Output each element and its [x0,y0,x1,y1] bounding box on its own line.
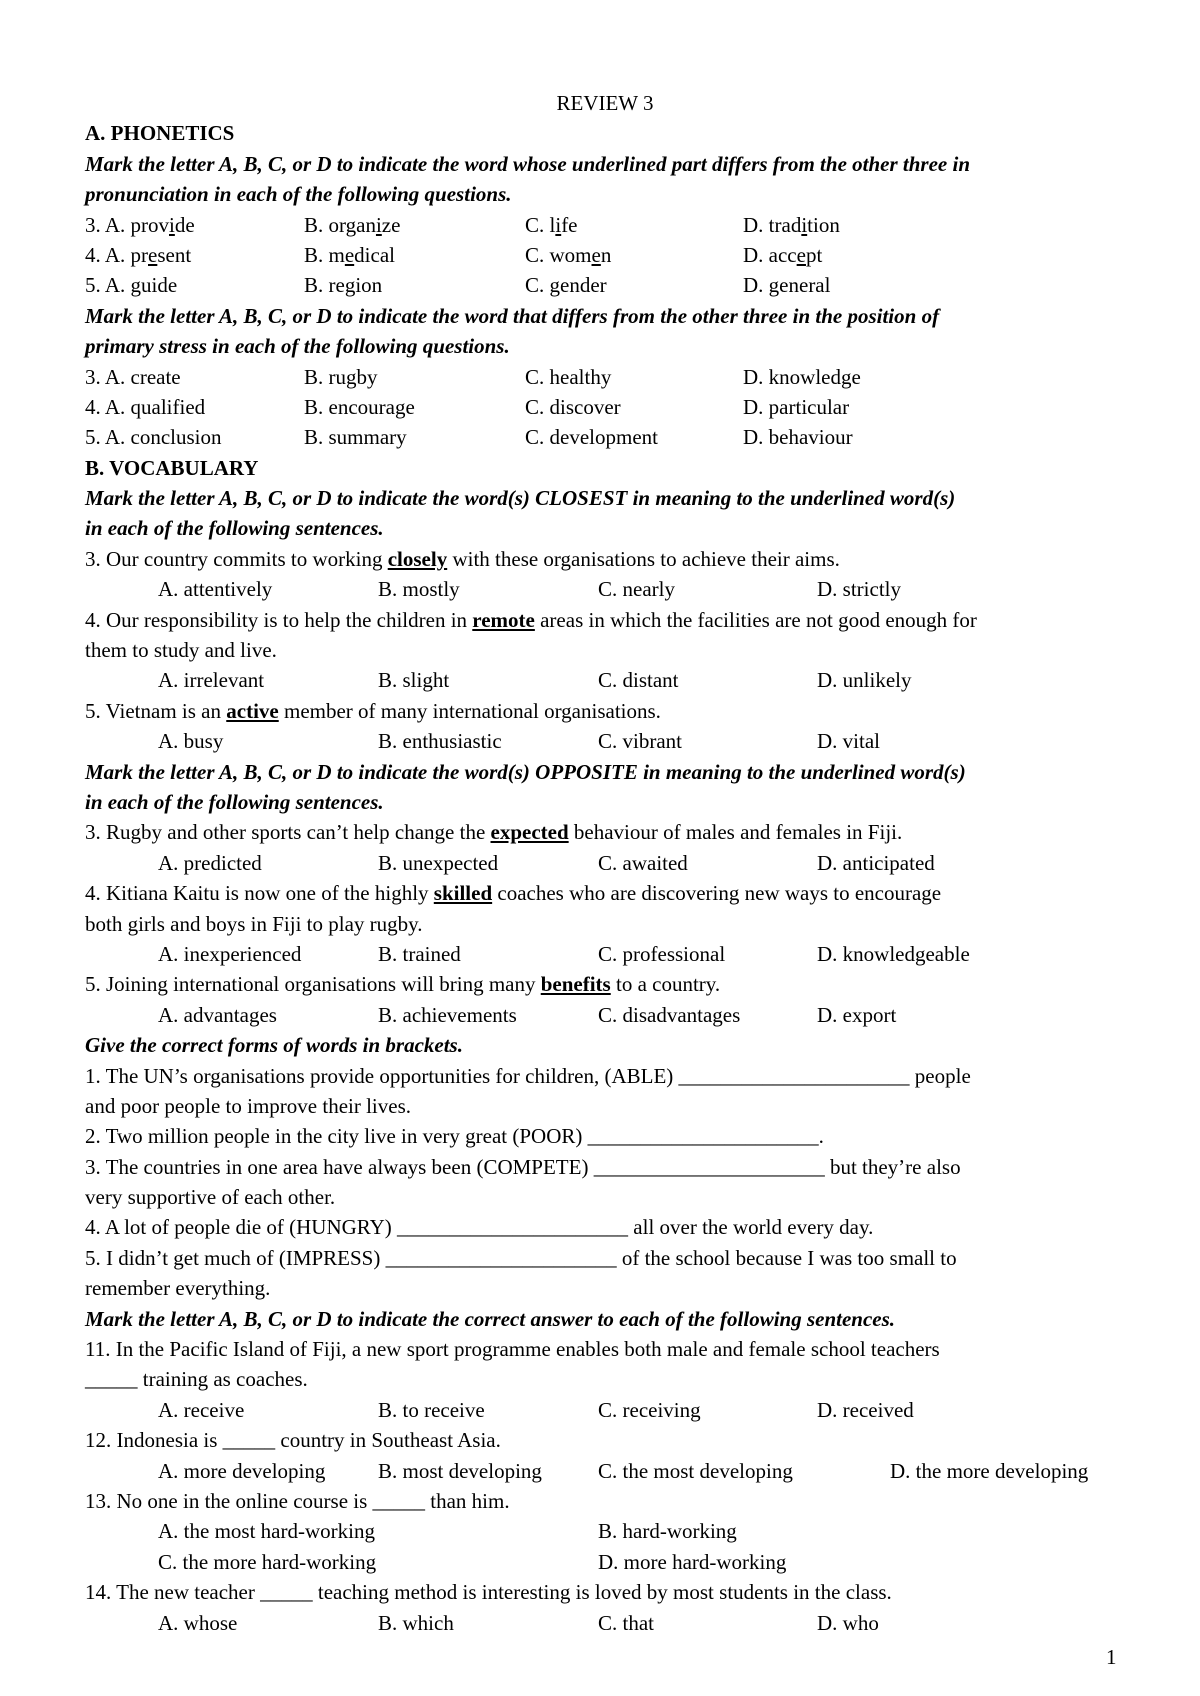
closest-question-3: 3. Our country commits to working closely with these organisations to achieve their aims. [85,546,840,571]
option-d: D. tradition [743,212,840,237]
word-form-line: 5. I didn’t get much of (IMPRESS) ______________________ of the school because I was too small to [85,1245,957,1270]
option-a: A. inexperienced [158,941,302,966]
instruction-opposite: Mark the letter A, B, C, or D to indicate the word(s) OPPOSITE in meaning to the underlined word(s) [85,759,966,784]
section-heading-vocabulary: B. VOCABULARY [85,455,259,480]
option-b: B. rugby [304,364,378,389]
option-b: B. most developing [378,1458,542,1483]
option-b: B. to receive [378,1397,485,1422]
option-d: D. the more developing [890,1458,1089,1483]
closest-options-4 [85,665,1125,695]
keyword: remote [472,607,535,632]
instruction-closest-cont: in each of the following sentences. [85,516,384,541]
option-c: C. gender [525,273,607,298]
option-c: C. the more hard-working [158,1549,377,1574]
option-c: C. development [525,425,658,450]
opposite-question-4-cont: both girls and boys in Fiji to play rugby. [85,911,423,936]
word-form-line: and poor people to improve their lives. [85,1093,412,1118]
option-a: 3. A. provide [85,212,195,237]
option-c: C. receiving [598,1397,701,1422]
option-c: C. life [525,212,578,237]
option-d: D. particular [743,394,850,419]
closest-question-5: 5. Vietnam is an active member of many international organisations. [85,698,661,723]
option-c: C. healthy [525,364,612,389]
option-c: C. discover [525,394,621,419]
option-a: A. irrelevant [158,668,265,693]
closest-question-4: 4. Our responsibility is to help the children in remote areas in which the facilities are not good enough for [85,607,977,632]
mc-question-11: 11. In the Pacific Island of Fiji, a new sport programme enables both male and female school teachers [85,1337,940,1362]
option-b: B. region [304,273,383,298]
option-b: B. trained [378,941,461,966]
option-d: D. knowledge [743,364,861,389]
option-d: D. export [817,1002,897,1027]
option-d: D. who [817,1610,879,1635]
keyword: benefits [540,972,611,997]
option-d: D. accept [743,242,823,267]
stress-question-3 [85,362,1125,392]
option-d: D. more hard-working [598,1549,787,1574]
instruction-word-form: Give the correct forms of words in brackets. [85,1033,463,1058]
mc-question-11-cont: _____ training as coaches. [85,1367,308,1392]
mc-options-13-cd [85,1547,1125,1577]
mc-options-12 [85,1456,1125,1486]
mc-options-11 [85,1395,1125,1425]
closest-options-3 [85,574,1125,604]
mc-options-14 [85,1608,1125,1638]
mc-question-14: 14. The new teacher _____ teaching method is interesting is loved by most students in the class. [85,1580,892,1605]
option-b: B. medical [304,242,395,267]
worksheet-content [85,88,1125,1638]
option-a: A. busy [158,729,224,754]
option-b: B. encourage [304,394,415,419]
instruction-opposite-cont: in each of the following sentences. [85,789,384,814]
option-d: D. vital [817,729,880,754]
option-a: A. attentively [158,577,273,602]
option-b: B. hard-working [598,1519,737,1544]
option-c: C. disadvantages [598,1002,741,1027]
option-d: D. received [817,1397,914,1422]
option-d: D. general [743,273,831,298]
word-form-line: remember everything. [85,1276,271,1301]
pronunciation-question-3 [85,210,1125,240]
word-form-line: 4. A lot of people die of (HUNGRY) ______________________ all over the world every day. [85,1215,874,1240]
option-d: D. strictly [817,577,901,602]
option-a: 4. A. qualified [85,394,206,419]
option-a: A. receive [158,1397,245,1422]
option-b: B. summary [304,425,407,450]
option-a: 3. A. create [85,364,181,389]
instruction-stress-cont: primary stress in each of the following questions. [85,334,510,359]
option-a: A. predicted [158,850,262,875]
option-a: A. more developing [158,1458,326,1483]
option-d: D. unlikely [817,668,912,693]
closest-question-4-cont: them to study and live. [85,638,277,663]
mc-options-13-ab [85,1516,1125,1546]
option-c: C. professional [598,941,726,966]
option-a: A. the most hard-working [158,1519,375,1544]
option-c: C. nearly [598,577,675,602]
option-a: 5. A. guide [85,273,178,298]
option-b: B. which [378,1610,454,1635]
stress-question-5 [85,422,1125,452]
option-b: B. enthusiastic [378,729,502,754]
keyword: active [226,698,279,723]
section-heading-phonetics: A. PHONETICS [85,121,235,146]
word-form-line: 1. The UN’s organisations provide opportunities for children, (ABLE) ______________________ people [85,1063,971,1088]
option-c: C. distant [598,668,679,693]
opposite-options-5 [85,1000,1125,1030]
instruction-closest: Mark the letter A, B, C, or D to indicate the word(s) CLOSEST in meaning to the underlined word(s) [85,486,956,511]
option-c: C. vibrant [598,729,682,754]
option-b: B. achievements [378,1002,517,1027]
keyword: skilled [433,881,493,906]
pronunciation-question-4 [85,240,1125,270]
instruction-stress: Mark the letter A, B, C, or D to indicate the word that differs from the other three in the position of [85,303,940,328]
opposite-question-3: 3. Rugby and other sports can’t help change the expected behaviour of males and females in Fiji. [85,820,903,845]
option-b: B. mostly [378,577,460,602]
keyword: closely [387,546,448,571]
pronunciation-question-5 [85,270,1125,300]
opposite-question-5: 5. Joining international organisations will bring many benefits to a country. [85,972,721,997]
opposite-options-3 [85,848,1125,878]
word-form-line: very supportive of each other. [85,1185,336,1210]
option-a: A. advantages [158,1002,277,1027]
option-d: D. behaviour [743,425,853,450]
option-a: 4. A. present [85,242,192,267]
opposite-question-4: 4. Kitiana Kaitu is now one of the highly skilled coaches who are discovering new ways to encourage [85,881,942,906]
option-a: 5. A. conclusion [85,425,222,450]
opposite-options-4 [85,939,1125,969]
option-c: C. women [525,242,612,267]
page-number: 1 [1106,1645,1117,1669]
instruction-multiple-choice: Mark the letter A, B, C, or D to indicate the correct answer to each of the following sentences. [85,1306,896,1331]
option-c: C. that [598,1610,654,1635]
word-form-line: 3. The countries in one area have always been (COMPETE) ______________________ but they’re also [85,1154,961,1179]
word-form-line: 2. Two million people in the city live in very great (POOR) ______________________. [85,1124,824,1149]
option-b: B. organize [304,212,401,237]
option-b: B. unexpected [378,850,499,875]
instruction-pronunciation-cont: pronunciation in each of the following questions. [85,182,512,207]
keyword: expected [490,820,569,845]
option-c: C. awaited [598,850,688,875]
closest-options-5 [85,726,1125,756]
option-c: C. the most developing [598,1458,793,1483]
stress-question-4 [85,392,1125,422]
instruction-pronunciation: Mark the letter A, B, C, or D to indicate the word whose underlined part differs from the other three in [85,151,970,176]
mc-question-13: 13. No one in the online course is _____ than him. [85,1488,510,1513]
option-d: D. anticipated [817,850,935,875]
page-title: REVIEW 3 [556,91,654,115]
option-a: A. whose [158,1610,238,1635]
option-b: B. slight [378,668,450,693]
mc-question-12: 12. Indonesia is _____ country in Southeast Asia. [85,1428,501,1453]
option-d: D. knowledgeable [817,941,970,966]
